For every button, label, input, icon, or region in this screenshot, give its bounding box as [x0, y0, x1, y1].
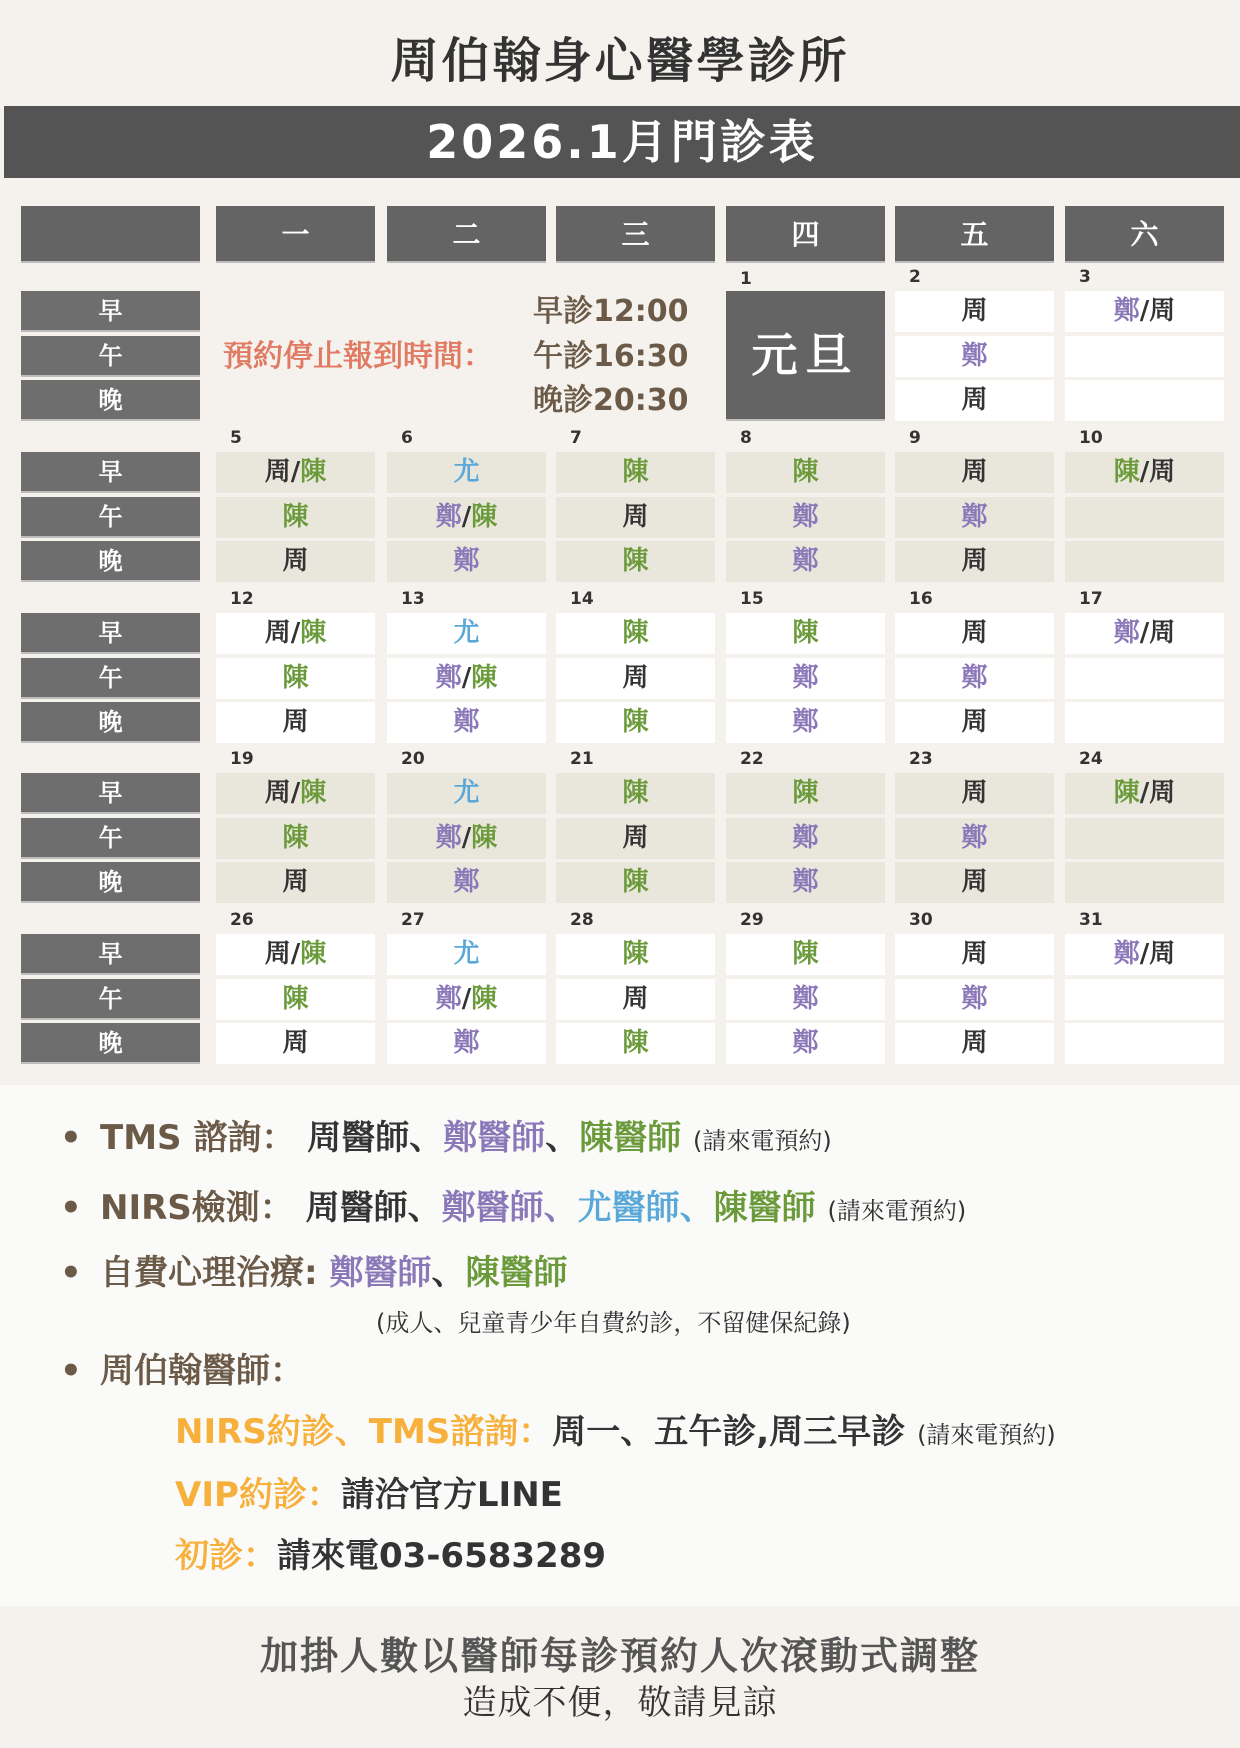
schedule-cell — [726, 1023, 885, 1064]
schedule-cell — [1065, 934, 1224, 975]
doctor-zhou: 周 — [264, 778, 291, 808]
doctor-zhou: 周 — [264, 618, 291, 648]
service-note: (請來電預約) — [827, 1197, 967, 1225]
doctor-chen: 陳 — [282, 502, 309, 532]
doctor-you: 尤醫師 — [577, 1188, 680, 1228]
doctor-chen: / 陳 — [462, 663, 498, 693]
service-label: TMS 諮詢： — [100, 1118, 296, 1158]
dr-zhou-item-vip — [175, 1467, 563, 1516]
doctor-zhou: 周 — [961, 546, 988, 576]
schedule-cell — [556, 1023, 715, 1064]
weekday-header: 六 — [1065, 206, 1224, 263]
notice-time: 早診12:00 — [533, 294, 689, 329]
day-number: 28 — [570, 910, 594, 930]
day-number: 3 — [1079, 267, 1091, 287]
separator: 、 — [409, 1118, 444, 1158]
doctor-zhou: 周 — [961, 296, 988, 326]
schedule-cell — [216, 541, 375, 582]
doctor-chen: 陳 — [622, 546, 649, 576]
schedule-cell — [216, 702, 375, 743]
doctor-zheng: 鄭 — [453, 546, 480, 576]
bullet-icon: • — [60, 1351, 82, 1391]
session-label: 早 — [21, 934, 200, 975]
doctor-you: 尤 — [453, 939, 480, 969]
day-number: 14 — [570, 589, 594, 609]
day-number: 27 — [401, 910, 425, 930]
day-number: 30 — [909, 910, 933, 930]
item-value: 請洽官方LINE — [340, 1475, 563, 1515]
schedule-cell — [387, 658, 546, 699]
day-number: 23 — [909, 749, 933, 769]
schedule-cell — [387, 979, 546, 1020]
doctor-zheng: 鄭 — [792, 867, 819, 897]
doctor-zhou: 周 — [622, 984, 649, 1014]
service-tms — [60, 1110, 832, 1159]
notice-time: 晚診20:30 — [533, 383, 689, 418]
doctor-zhou: / 周 — [1140, 939, 1176, 969]
schedule-cell — [895, 658, 1054, 699]
day-number: 24 — [1079, 749, 1103, 769]
schedule-cell — [387, 1023, 546, 1064]
separator: 、 — [679, 1188, 714, 1228]
schedule-cell — [1065, 336, 1224, 377]
schedule-cell — [216, 934, 375, 975]
schedule-cell — [1065, 452, 1224, 493]
schedule-cell — [726, 934, 885, 975]
day-number: 13 — [401, 589, 425, 609]
doctor-zhou: 周 — [961, 457, 988, 487]
doctor-chen: 陳 — [622, 778, 649, 808]
doctor-zhou: 周 — [961, 778, 988, 808]
doctor-zheng: 鄭 — [1113, 296, 1140, 326]
item-note: (請來電預約) — [917, 1421, 1056, 1449]
doctor-zheng: 鄭醫師 — [443, 1118, 546, 1158]
bullet-icon: • — [60, 1253, 82, 1293]
doctor-zheng: 鄭 — [1113, 939, 1140, 969]
doctor-zheng: 鄭 — [792, 823, 819, 853]
schedule-cell — [387, 452, 546, 493]
schedule-cell — [556, 613, 715, 654]
session-label: 早 — [21, 613, 200, 654]
day-number: 9 — [909, 428, 921, 448]
doctor-zhou: 周 — [622, 502, 649, 532]
doctor-chen: / 陳 — [462, 502, 498, 532]
schedule-cell — [216, 452, 375, 493]
weekday-header: 四 — [726, 206, 885, 263]
schedule-cell — [1065, 613, 1224, 654]
schedule-cell — [216, 862, 375, 903]
day-number: 21 — [570, 749, 594, 769]
dr-zhou-item-nirs-tms — [175, 1404, 1056, 1453]
doctor-chen: 陳 — [1113, 457, 1140, 487]
schedule-cell — [387, 818, 546, 859]
schedule-cell — [726, 541, 885, 582]
doctor-zhou: 周 — [961, 939, 988, 969]
schedule-cell — [726, 773, 885, 814]
session-label: 晚 — [21, 1023, 200, 1064]
doctor-zhou: 周醫師 — [307, 1118, 410, 1158]
weekday-header: 三 — [556, 206, 715, 263]
schedule-cell — [895, 452, 1054, 493]
doctor-zhou: 周 — [961, 707, 988, 737]
weekday-header: 二 — [387, 206, 546, 263]
doctor-you: 尤 — [453, 618, 480, 648]
doctor-zhou: 周 — [264, 939, 291, 969]
doctor-zheng: 鄭 — [792, 502, 819, 532]
session-label: 早 — [21, 452, 200, 493]
schedule-cell — [216, 818, 375, 859]
doctor-you: 尤 — [453, 778, 480, 808]
doctor-chen: 陳 — [282, 823, 309, 853]
schedule-cell — [556, 541, 715, 582]
doctor-chen: 陳 — [282, 984, 309, 1014]
dr-zhou-item-first-visit — [175, 1528, 606, 1577]
doctor-chen: / 陳 — [291, 618, 327, 648]
doctor-chen: 陳 — [1113, 778, 1140, 808]
day-number: 19 — [230, 749, 254, 769]
day-number: 6 — [401, 428, 413, 448]
doctor-chen: 陳 — [792, 778, 819, 808]
doctor-chen: 陳 — [622, 867, 649, 897]
day-number: 10 — [1079, 428, 1103, 448]
day-number: 20 — [401, 749, 425, 769]
separator: 、 — [543, 1188, 578, 1228]
schedule-cell — [895, 979, 1054, 1020]
schedule-cell — [895, 862, 1054, 903]
doctor-chen: / 陳 — [291, 778, 327, 808]
doctor-zhou: 周 — [622, 663, 649, 693]
schedule-cell — [556, 658, 715, 699]
day-number: 16 — [909, 589, 933, 609]
doctor-zheng: 鄭 — [453, 867, 480, 897]
schedule-cell — [895, 934, 1054, 975]
session-label: 早 — [21, 773, 200, 814]
schedule-cell — [556, 862, 715, 903]
weekday-header: 一 — [216, 206, 375, 263]
footer-apology: 造成不便，敬請見諒 — [462, 1683, 778, 1723]
service-note: (請來電預約) — [693, 1127, 832, 1155]
schedule-cell — [895, 773, 1054, 814]
schedule-cell — [895, 818, 1054, 859]
schedule-cell — [216, 979, 375, 1020]
doctor-zheng: 鄭 — [1113, 618, 1140, 648]
doctor-chen: 陳 — [282, 663, 309, 693]
service-dr-zhou — [60, 1343, 304, 1392]
schedule-cell — [1065, 979, 1224, 1020]
doctor-zhou: / 周 — [1140, 778, 1176, 808]
item-key: VIP約診： — [175, 1475, 341, 1515]
doctor-zhou: 周 — [961, 867, 988, 897]
doctor-chen: 陳醫師 — [579, 1118, 682, 1158]
service-label: 周伯翰醫師： — [100, 1351, 304, 1391]
schedule-cell — [1065, 291, 1224, 332]
schedule-cell — [1065, 702, 1224, 743]
schedule-cell — [895, 613, 1054, 654]
schedule-cell — [216, 497, 375, 538]
schedule-cell — [556, 818, 715, 859]
therapy-note: (成人、兒童青少年自費約診，不留健保紀錄) — [376, 1309, 851, 1337]
schedule-cell — [1065, 497, 1224, 538]
bullet-icon: • — [60, 1188, 82, 1228]
bullet-icon: • — [60, 1118, 82, 1158]
day-number: 31 — [1079, 910, 1103, 930]
doctor-chen: 陳 — [792, 457, 819, 487]
item-key: NIRS約診、TMS諮詢： — [175, 1412, 553, 1452]
schedule-cell — [895, 541, 1054, 582]
doctor-chen: 陳醫師 — [465, 1253, 568, 1293]
schedule-cell — [726, 979, 885, 1020]
schedule-cell — [895, 1023, 1054, 1064]
clinic-name: 周伯翰身心醫學診所 — [390, 33, 850, 89]
schedule-cell — [216, 1023, 375, 1064]
doctor-zhou: 周 — [961, 1028, 988, 1058]
schedule-cell — [1065, 818, 1224, 859]
notice-label: 預約停止報到時間： — [223, 339, 493, 374]
doctor-zhou: 周 — [961, 618, 988, 648]
separator: 、 — [545, 1118, 580, 1158]
service-label: NIRS檢測： — [100, 1188, 294, 1228]
item-key: 初診： — [175, 1536, 277, 1576]
doctor-zhou: 周 — [282, 867, 309, 897]
day-number: 29 — [740, 910, 764, 930]
doctor-zhou: 周 — [282, 707, 309, 737]
session-label: 午 — [21, 658, 200, 699]
service-label: 自費心理治療: — [100, 1253, 318, 1293]
service-nirs — [60, 1180, 966, 1229]
doctor-zheng: 鄭 — [453, 707, 480, 737]
doctor-zheng: 鄭 — [435, 663, 462, 693]
doctor-chen: 陳 — [622, 707, 649, 737]
doctor-zheng: 鄭 — [961, 823, 988, 853]
day-number: 7 — [570, 428, 582, 448]
day-number: 12 — [230, 589, 254, 609]
schedule-cell — [556, 773, 715, 814]
doctor-chen: / 陳 — [291, 457, 327, 487]
schedule-cell — [726, 452, 885, 493]
separator: 、 — [407, 1188, 442, 1228]
day-number: 26 — [230, 910, 254, 930]
session-label: 晚 — [21, 541, 200, 582]
schedule-cell — [726, 613, 885, 654]
doctor-zheng: 鄭 — [792, 663, 819, 693]
schedule-cell — [556, 979, 715, 1020]
session-label: 午 — [21, 336, 200, 377]
schedule-cell — [1065, 1023, 1224, 1064]
schedule-cell — [895, 702, 1054, 743]
doctor-zhou: 周 — [264, 457, 291, 487]
schedule-cell — [726, 862, 885, 903]
doctor-zhou: 周 — [282, 1028, 309, 1058]
schedule-cell — [1065, 380, 1224, 421]
session-label: 晚 — [21, 862, 200, 903]
doctor-zheng: 鄭 — [792, 707, 819, 737]
doctor-chen: 陳醫師 — [713, 1188, 816, 1228]
doctor-zheng: 鄭 — [453, 1028, 480, 1058]
doctor-zheng: 鄭醫師 — [441, 1188, 544, 1228]
schedule-cell — [726, 702, 885, 743]
schedule-cell — [895, 291, 1054, 332]
doctor-chen: 陳 — [792, 618, 819, 648]
doctor-zhou: 周 — [622, 823, 649, 853]
schedule-cell — [1065, 773, 1224, 814]
schedule-cell — [556, 452, 715, 493]
footer-notice: 加掛人數以醫師每診預約人次滾動式調整 — [259, 1634, 980, 1678]
doctor-chen: / 陳 — [462, 984, 498, 1014]
schedule-cell — [387, 934, 546, 975]
service-therapy — [60, 1245, 567, 1294]
session-label: 午 — [21, 818, 200, 859]
notice-time: 午診16:30 — [533, 339, 689, 374]
doctor-chen: 陳 — [622, 1028, 649, 1058]
session-label: 早 — [21, 291, 200, 332]
schedule-cell — [556, 497, 715, 538]
doctor-zhou: 周 — [282, 546, 309, 576]
schedule-cell — [1065, 658, 1224, 699]
schedule-cell — [556, 934, 715, 975]
doctor-chen: 陳 — [622, 457, 649, 487]
doctor-zheng: 鄭 — [792, 984, 819, 1014]
doctor-zheng: 鄭 — [435, 823, 462, 853]
item-value: 周一、五午診,周三早診 — [552, 1412, 906, 1452]
day-number: 2 — [909, 267, 921, 287]
day-number: 8 — [740, 428, 752, 448]
doctor-chen: 陳 — [622, 618, 649, 648]
header-corner — [21, 206, 200, 263]
doctor-zhou: / 周 — [1140, 618, 1176, 648]
schedule-cell — [387, 613, 546, 654]
doctor-zhou: 周醫師 — [305, 1188, 408, 1228]
schedule-title: 2026.1月門診表 — [4, 106, 1240, 178]
doctor-zheng: 鄭 — [961, 341, 988, 371]
doctor-zhou: / 周 — [1140, 296, 1176, 326]
doctor-zheng: 鄭 — [435, 502, 462, 532]
schedule-cell — [726, 818, 885, 859]
day-number: 5 — [230, 428, 242, 448]
weekday-header: 五 — [895, 206, 1054, 263]
doctor-chen: / 陳 — [462, 823, 498, 853]
day-number: 1 — [740, 269, 752, 289]
schedule-cell — [387, 773, 546, 814]
holiday-cell: 元旦 — [726, 291, 885, 421]
schedule-cell — [556, 702, 715, 743]
schedule-cell — [1065, 862, 1224, 903]
doctor-zheng: 鄭醫師 — [329, 1253, 432, 1293]
schedule-cell — [387, 497, 546, 538]
doctor-chen: / 陳 — [291, 939, 327, 969]
schedule-cell — [726, 497, 885, 538]
schedule-cell — [387, 862, 546, 903]
session-label: 晚 — [21, 380, 200, 421]
session-label: 午 — [21, 979, 200, 1020]
item-value: 請來電03-6583289 — [277, 1536, 607, 1576]
schedule-cell — [895, 380, 1054, 421]
schedule-cell — [895, 336, 1054, 377]
schedule-cell — [387, 541, 546, 582]
doctor-zheng: 鄭 — [792, 546, 819, 576]
doctor-zhou: / 周 — [1140, 457, 1176, 487]
day-number: 22 — [740, 749, 764, 769]
session-label: 晚 — [21, 702, 200, 743]
doctor-zhou: 周 — [961, 385, 988, 415]
doctor-zheng: 鄭 — [792, 1028, 819, 1058]
doctor-zheng: 鄭 — [961, 984, 988, 1014]
schedule-cell — [216, 773, 375, 814]
session-label: 午 — [21, 497, 200, 538]
separator: 、 — [431, 1253, 466, 1293]
schedule-cell — [216, 613, 375, 654]
schedule-cell — [726, 658, 885, 699]
doctor-chen: 陳 — [792, 939, 819, 969]
schedule-cell — [1065, 541, 1224, 582]
day-number: 15 — [740, 589, 764, 609]
day-number: 17 — [1079, 589, 1103, 609]
doctor-zheng: 鄭 — [961, 502, 988, 532]
doctor-you: 尤 — [453, 457, 480, 487]
doctor-zheng: 鄭 — [435, 984, 462, 1014]
doctor-chen: 陳 — [622, 939, 649, 969]
schedule-cell — [387, 702, 546, 743]
schedule-cell — [216, 658, 375, 699]
doctor-zheng: 鄭 — [961, 663, 988, 693]
schedule-cell — [895, 497, 1054, 538]
